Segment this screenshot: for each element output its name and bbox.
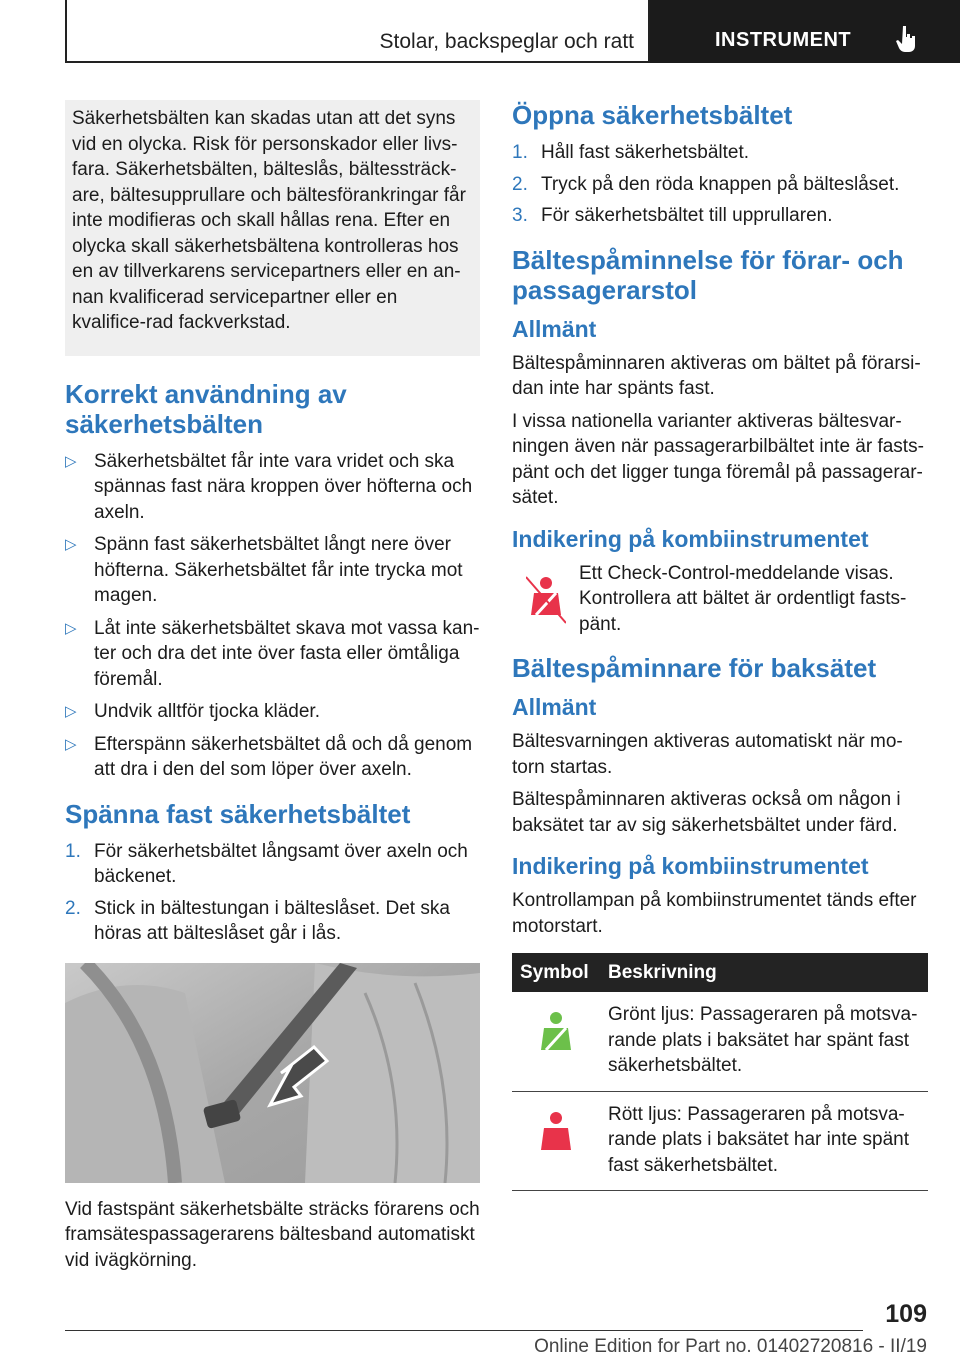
footer-divider	[65, 1330, 863, 1331]
footer-edition: Online Edition for Part no. 01402720816 - II/19	[534, 1336, 927, 1357]
paragraph: Bältesvarningen aktiveras automatiskt när mo-torn startas.	[512, 731, 903, 778]
triangle-bullet-icon: ▷	[65, 703, 77, 720]
list-item: ▷ Undvik alltför tjocka kläder.	[65, 699, 480, 725]
page-number: 109	[885, 1300, 927, 1328]
triangle-bullet-icon: ▷	[65, 452, 77, 470]
list-item: 3. För säkerhetsbältet till upprullaren.	[512, 205, 833, 226]
triangle-bullet-icon: ▷	[65, 735, 77, 753]
seatbelt-photo	[65, 963, 480, 1183]
heading-reminder-rear: Bältespåminnare för baksätet	[512, 653, 877, 683]
triangle-bullet-icon: ▷	[65, 536, 77, 553]
row-description: Rött ljus: Passageraren på motsva-rande plats i baksätet har inte spänt fast säkerhetsbältet.	[600, 1091, 928, 1191]
heading-fasten-belt: Spänna fast säkerhetsbältet	[65, 798, 411, 829]
list-item: 2. Stick in bältestungan i bälteslåset. Det ska höras att bälteslåset går i lås.	[65, 897, 450, 944]
bullet-list	[65, 449, 480, 783]
red-seat-icon	[536, 1110, 576, 1160]
col-symbol: Symbol	[512, 953, 600, 992]
symbol-table	[512, 953, 928, 1191]
right-column	[512, 100, 928, 1191]
table-row	[512, 1091, 928, 1191]
list-item: ▷ Säkerhetsbältet får inte vara vridet och ska spännas fast nära kroppen över höfterna och axeln.	[65, 450, 473, 523]
fasten-steps	[65, 839, 480, 947]
heading-indicator: Indikering på kombiinstrumentet	[512, 853, 869, 879]
warning-box: Säkerhetsbälten kan skadas utan att det syns vid en olycka. Risk för personskador eller livs-fara. Säkerhetsbälten, bälteslås, bältessträck-are, bältesupprullare och bältesförankringar får inte modifieras och skall hållas rena. Efter en olycka skall säkerhetsbältena kontrolleras hos en av tillverkarens servicepartners eller en an-nan kvalificerad servicepartner eller en kvalifice-rad fackverkstad.	[65, 100, 480, 356]
list-item: ▷ Låt inte säkerhetsbältet skava mot vassa kan-ter och dra det inte över fasta eller ömtåliga föremål.	[65, 617, 480, 690]
heading-indicator: Indikering på kombiinstrumentet	[512, 525, 869, 552]
paragraph: Bältespåminnaren aktiveras om bältet på förarsi-dan inte har spänts fast.	[512, 352, 921, 399]
table-row	[512, 992, 928, 1091]
list-item: ▷ Efterspänn säkerhetsbältet då och då genom att dra i den del som löper över axeln.	[65, 733, 473, 780]
table-header	[512, 953, 928, 992]
indicator-row	[512, 561, 928, 638]
triangle-bullet-icon: ▷	[65, 619, 77, 637]
heading-open-belt: Öppna säkerhetsbältet	[512, 100, 793, 130]
col-description: Beskrivning	[600, 953, 928, 992]
heading-correct-use: Korrekt användning av säkerhetsbälten	[65, 378, 347, 439]
header-chapter-title: INSTRUMENT	[715, 29, 852, 51]
heading-general: Allmänt	[512, 315, 597, 342]
pointing-hand-icon	[896, 24, 918, 52]
row-description: Grönt ljus: Passageraren på motsva-rande plats i baksätet har spänt fast säkerhetsbältet.	[600, 992, 928, 1091]
seatbelt-warning-icon	[512, 561, 579, 638]
paragraph: I vissa nationella varianter aktiveras bältesvar-ningen även när passagerarbilbältet inte är fasts-pänt och det ligger tunga föremål på passagerar-sätet.	[512, 410, 924, 508]
list-item: 1. Håll fast säkerhetsbältet.	[512, 142, 750, 163]
photo-caption: Vid fastspänt säkerhetsbälte sträcks förarens och framsätespassagerarens bältesband automatiskt vid ivägkörning.	[65, 1198, 480, 1271]
list-item: ▷ Spänn fast säkerhetsbältet långt nere över höfterna. Säkerhetsbältet får inte trycka mot magen.	[65, 534, 463, 606]
open-steps	[512, 140, 928, 229]
header-section-tab	[65, 0, 650, 63]
header-section-title: Stolar, backspeglar och ratt	[379, 30, 634, 53]
list-item: 2. Tryck på den röda knappen på bälteslåset.	[512, 173, 900, 195]
indicator-text: Ett Check-Control-meddelande visas. Kontrollera att bältet är ordentligt fasts-pänt.	[579, 562, 907, 635]
list-item: 1. För säkerhetsbältet långsamt över axeln och bäckenet.	[65, 840, 468, 887]
paragraph: Kontrollampan på kombiinstrumentet tänds efter motorstart.	[512, 890, 917, 937]
header-chapter-tab	[650, 0, 960, 63]
paragraph: Bältespåminnaren aktiveras också om någon i baksätet tar av sig säkerhetsbältet under färd.	[512, 789, 901, 836]
heading-reminder-front: Bältespåminnelse för förar- och passagerarstol	[512, 244, 904, 305]
left-column	[65, 100, 480, 1280]
green-belt-icon	[536, 1010, 576, 1060]
heading-general: Allmänt	[512, 694, 597, 720]
